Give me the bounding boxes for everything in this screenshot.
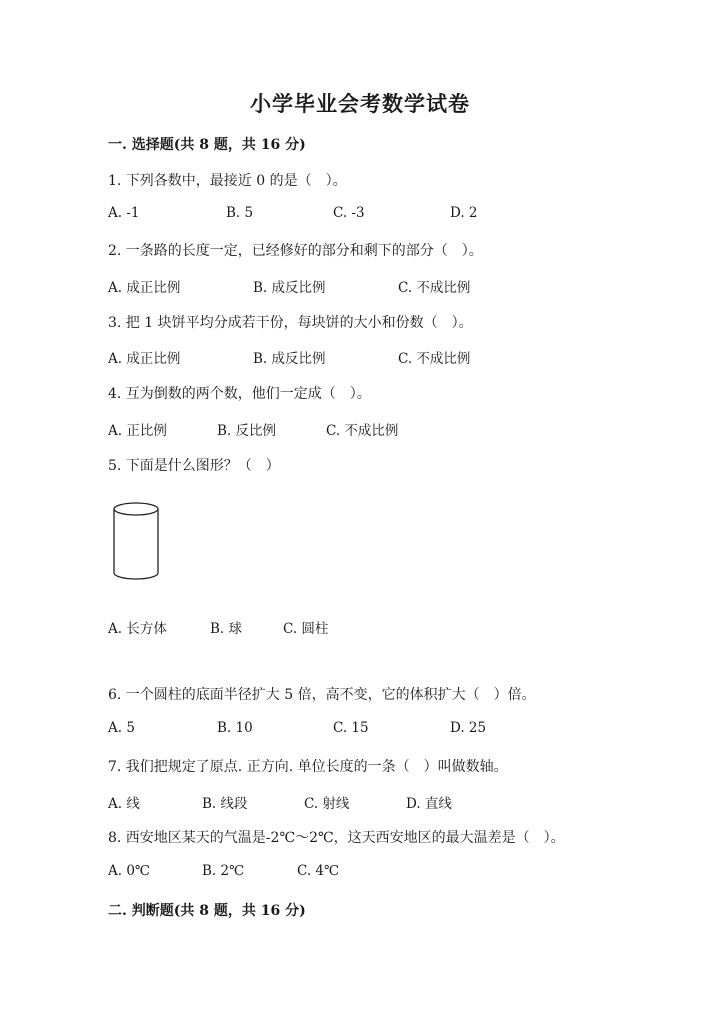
- question-4: 4. 互为倒数的两个数，他们一定成（ ）。: [108, 386, 371, 402]
- question-1: 1. 下列各数中，最接近 0 的是（ ）。: [108, 173, 347, 189]
- q7-option-a: A. 线: [108, 796, 140, 812]
- question-5: 5. 下面是什么图形？（ ）: [108, 458, 280, 474]
- q4-option-b: B. 反比例: [217, 423, 277, 439]
- q8-option-a: A. 0℃: [108, 863, 151, 879]
- question-2: 2. 一条路的长度一定，已经修好的部分和剩下的部分（ ）。: [108, 243, 483, 259]
- q5-option-c: C. 圆柱: [283, 621, 329, 637]
- question-8: 8. 西安地区某天的气温是-2℃～2℃，这天西安地区的最大温差是（ ）。: [108, 830, 565, 846]
- q1-option-d: D. 2: [450, 205, 478, 221]
- q7-option-c: C. 射线: [304, 796, 350, 812]
- section-heading-judgement: 二. 判断题(共 8 题，共 16 分): [108, 903, 306, 919]
- q8-option-b: B. 2℃: [202, 863, 245, 879]
- q3-option-b: B. 成反比例: [253, 351, 326, 367]
- q6-option-a: A. 5: [108, 720, 135, 736]
- q2-option-c: C. 不成比例: [398, 280, 471, 296]
- cylinder-figure: [110, 500, 170, 586]
- q3-option-c: C. 不成比例: [398, 351, 471, 367]
- section-heading-choice: 一. 选择题(共 8 题，共 16 分): [108, 137, 306, 153]
- q6-option-c: C. 15: [333, 720, 369, 736]
- page-title: 小学毕业会考数学试卷: [250, 91, 470, 116]
- q1-option-a: A. -1: [108, 205, 140, 221]
- q7-option-b: B. 线段: [202, 796, 248, 812]
- q3-option-a: A. 成正比例: [108, 351, 181, 367]
- q7-option-d: D. 直线: [406, 796, 452, 812]
- q6-option-d: D. 25: [450, 720, 487, 736]
- q2-option-a: A. 成正比例: [108, 280, 181, 296]
- q4-option-c: C. 不成比例: [326, 423, 399, 439]
- question-6: 6. 一个圆柱的底面半径扩大 5 倍，高不变，它的体积扩大（ ）倍。: [108, 687, 536, 703]
- q8-option-c: C. 4℃: [297, 863, 340, 879]
- question-3: 3. 把 1 块饼平均分成若干份，每块饼的大小和份数（ ）。: [108, 315, 473, 331]
- q1-option-c: C. -3: [333, 205, 365, 221]
- q1-option-b: B. 5: [226, 205, 254, 221]
- question-7: 7. 我们把规定了原点. 正方向. 单位长度的一条（ ）叫做数轴。: [108, 759, 508, 775]
- q5-option-b: B. 球: [210, 621, 243, 637]
- q2-option-b: B. 成反比例: [253, 280, 326, 296]
- q4-option-a: A. 正比例: [108, 423, 167, 439]
- q5-option-a: A. 长方体: [108, 621, 167, 637]
- q6-option-b: B. 10: [217, 720, 253, 736]
